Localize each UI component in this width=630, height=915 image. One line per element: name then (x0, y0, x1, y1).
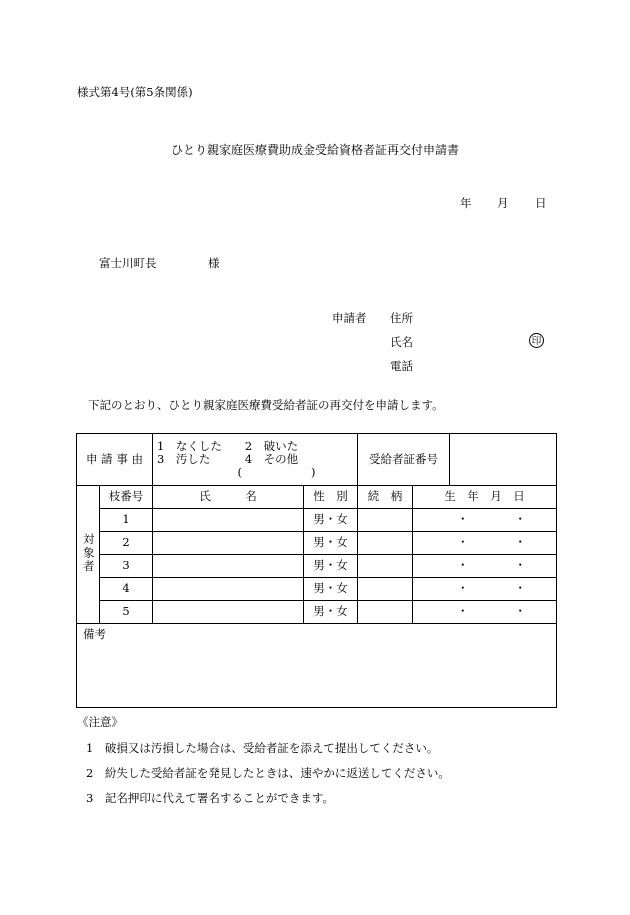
table-row (77, 555, 557, 578)
gender-field[interactable]: 男・女 (304, 509, 358, 532)
addressee-honorific: 様 (208, 256, 220, 270)
subjects-label-cell (77, 486, 100, 624)
applicant-label: 申請者 (332, 311, 367, 325)
subjects-label: 対象者 (81, 533, 96, 574)
note-item: 1 破損又は汚損した場合は、受給者証を添えて提出してください。 (86, 741, 439, 755)
remarks-row (77, 624, 557, 708)
application-table (76, 433, 557, 708)
reason-row (77, 434, 557, 486)
applicant-name-label: 氏名 (390, 335, 413, 349)
form-number: 様式第4号(第5条関係) (77, 85, 193, 99)
date-month-label: 月 (497, 196, 509, 210)
table-row (77, 601, 557, 624)
branch-number: 4 (100, 578, 153, 601)
reason-option-line: 3 汚した 4 その他 (157, 452, 299, 466)
reason-options[interactable] (153, 434, 358, 486)
birthdate-field[interactable]: ・ ・ (413, 532, 557, 555)
cert-number-field[interactable] (450, 434, 557, 486)
date-year-label: 年 (460, 196, 472, 210)
addressee-name: 富士川町長 (99, 256, 157, 270)
note-item: 3 記名押印に代えて署名することができます。 (86, 791, 334, 805)
subject-name-field[interactable] (153, 509, 304, 532)
table-row (77, 509, 557, 532)
birthdate-field[interactable]: ・ ・ (413, 578, 557, 601)
header-name: 氏 名 (153, 486, 304, 509)
gender-field[interactable]: 男・女 (304, 578, 358, 601)
header-relation: 続 柄 (358, 486, 413, 509)
note-item: 2 紛失した受給者証を発見したときは、速やかに返送してください。 (86, 766, 450, 780)
applicant-address-label: 住所 (390, 311, 413, 325)
subject-name-field[interactable] (153, 601, 304, 624)
branch-number: 3 (100, 555, 153, 578)
branch-number: 1 (100, 509, 153, 532)
gender-field[interactable]: 男・女 (304, 555, 358, 578)
reason-option-line: ( ) (157, 465, 316, 479)
table-row (77, 578, 557, 601)
relation-field[interactable] (358, 578, 413, 601)
gender-field[interactable]: 男・女 (304, 532, 358, 555)
applicant-phone-label: 電話 (390, 359, 413, 373)
subject-name-field[interactable] (153, 578, 304, 601)
relation-field[interactable] (358, 509, 413, 532)
relation-field[interactable] (358, 532, 413, 555)
cert-number-label: 受給者証番号 (358, 434, 450, 486)
notes-heading: 《注意》 (77, 715, 123, 729)
remarks-label: 備考 (83, 627, 106, 641)
subject-name-field[interactable] (153, 532, 304, 555)
document-title: ひとり親家庭医療費助成金受給資格者証再交付申請書 (170, 143, 459, 157)
branch-number: 2 (100, 532, 153, 555)
header-birthdate: 生 年 月 日 (413, 486, 557, 509)
branch-number: 5 (100, 601, 153, 624)
header-branch: 枝番号 (100, 486, 153, 509)
birthdate-field[interactable]: ・ ・ (413, 601, 557, 624)
birthdate-field[interactable]: ・ ・ (413, 555, 557, 578)
relation-field[interactable] (358, 601, 413, 624)
relation-field[interactable] (358, 555, 413, 578)
remarks-field[interactable] (77, 624, 557, 708)
reason-option-line: 1 なくした 2 破いた (157, 439, 299, 453)
date-day-label: 日 (535, 196, 547, 210)
subject-name-field[interactable] (153, 555, 304, 578)
gender-field[interactable]: 男・女 (304, 601, 358, 624)
birthdate-field[interactable]: ・ ・ (413, 509, 557, 532)
reason-label: 申 請 事 由 (77, 434, 153, 486)
seal-icon: 印 (529, 333, 544, 348)
header-gender: 性 別 (304, 486, 358, 509)
intro-text: 下記のとおり、ひとり親家庭医療費受給者証の再交付を申請します。 (88, 398, 444, 412)
table-row (77, 532, 557, 555)
subjects-header-row (77, 486, 557, 509)
